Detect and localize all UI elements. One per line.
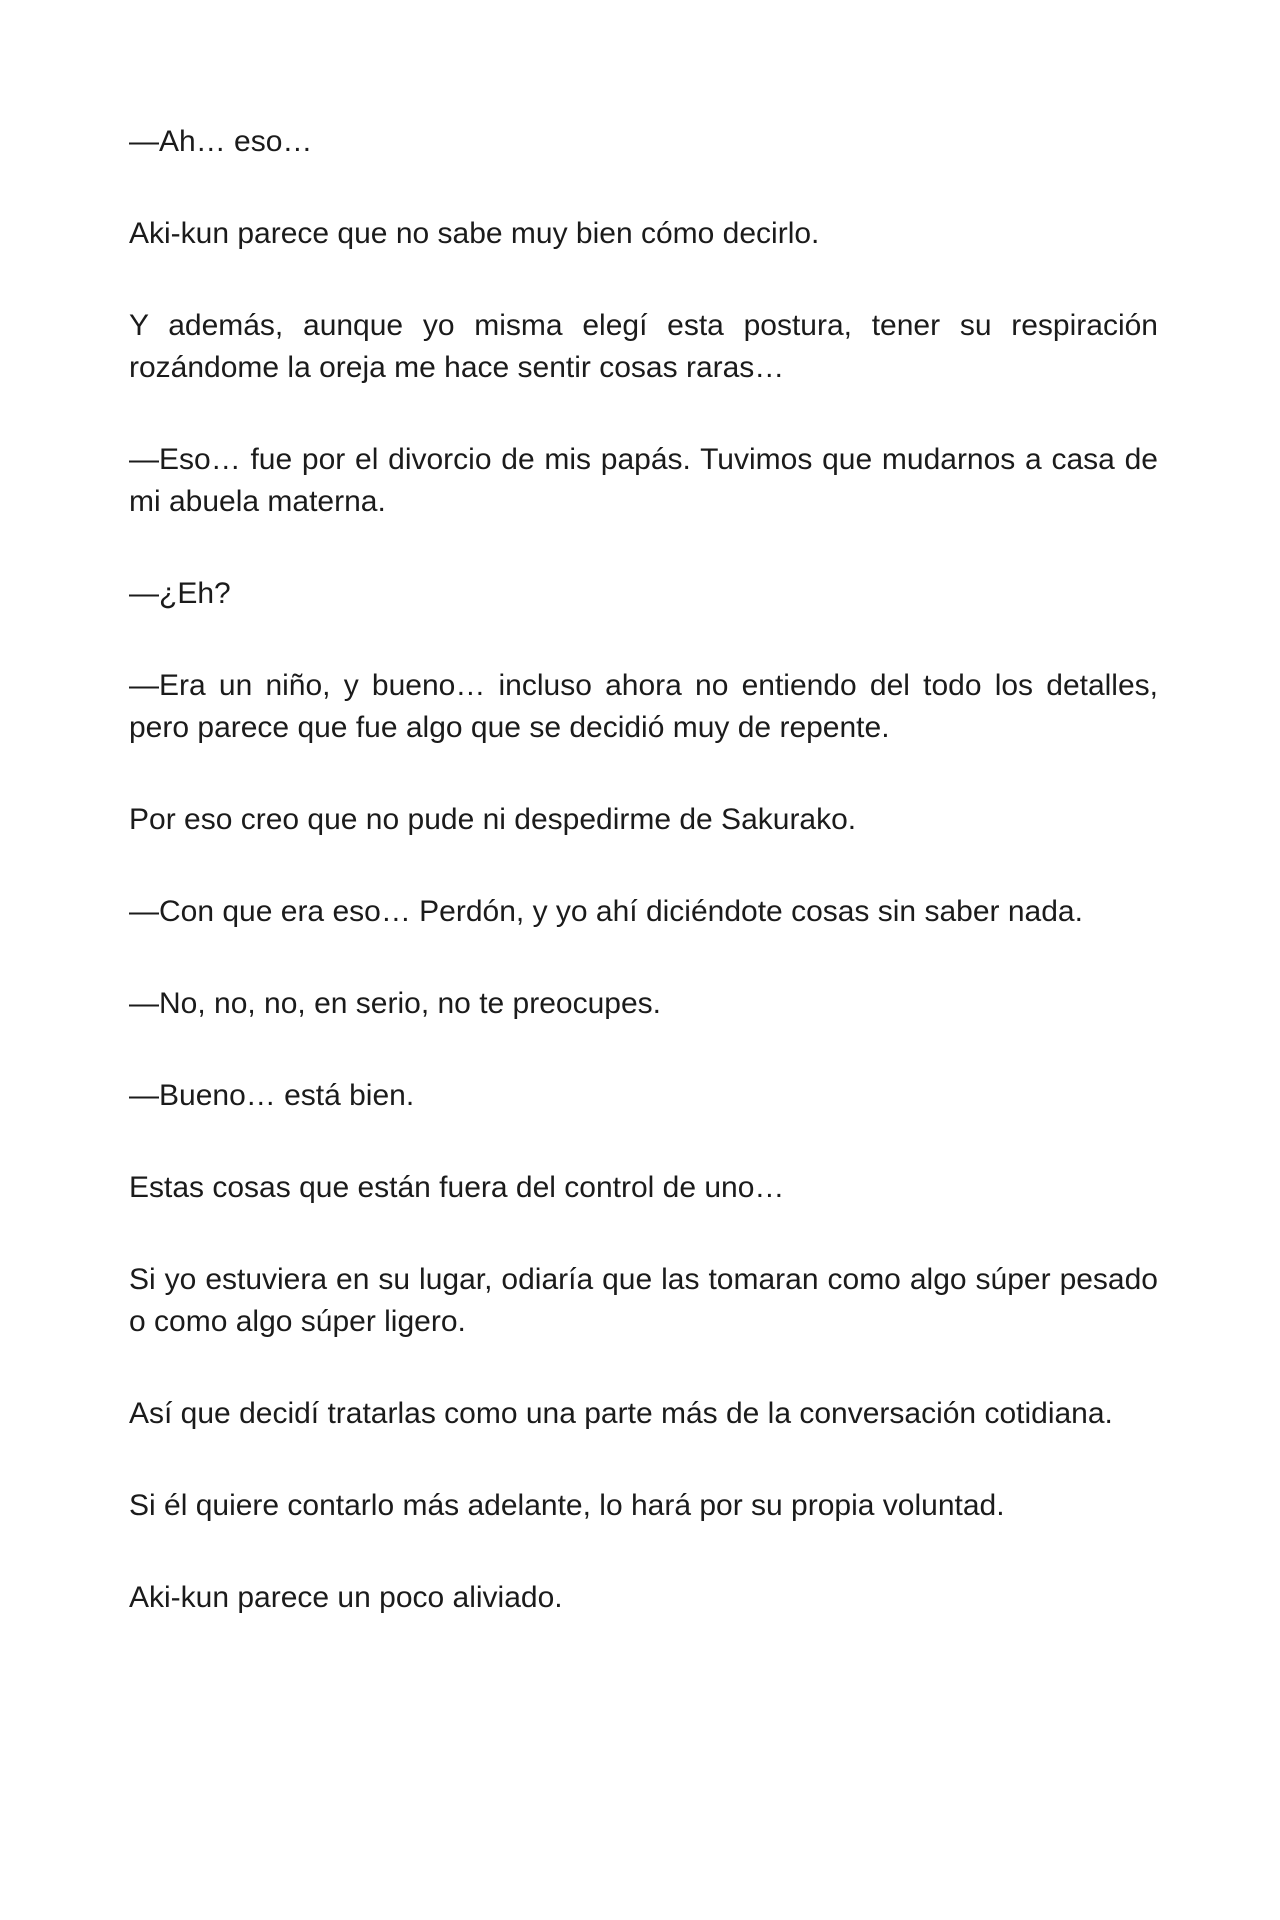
paragraph-dialogue: —Con que era eso… Perdón, y yo ahí diciéndote cosas sin saber nada.: [129, 895, 1083, 928]
paragraph-narration: Estas cosas que están fuera del control de uno…: [129, 1171, 785, 1204]
paragraph-dialogue: —Bueno… está bien.: [129, 1079, 415, 1112]
paragraph-narration: Aki-kun parece un poco aliviado.: [129, 1581, 563, 1614]
paragraph-narration: Si yo estuviera en su lugar, odiaría que las tomaran como algo súper pesado o como algo súper ligero.: [129, 1263, 1158, 1338]
paragraph-narration: Por eso creo que no pude ni despedirme de Sakurako.: [129, 803, 857, 836]
paragraph-dialogue: —Era un niño, y bueno… incluso ahora no entiendo del todo los detalles, pero parece que fue algo que se decidió muy de repente.: [129, 669, 1158, 744]
paragraph-dialogue: —No, no, no, en serio, no te preocupes.: [129, 987, 661, 1020]
paragraph-dialogue: —¿Eh?: [129, 577, 231, 610]
paragraph-narration: Así que decidí tratarlas como una parte más de la conversación cotidiana.: [129, 1397, 1113, 1430]
paragraph-dialogue: —Ah… eso…: [129, 125, 313, 158]
text-column: [129, 121, 1158, 1619]
paragraph-narration: Aki-kun parece que no sabe muy bien cómo decirlo.: [129, 217, 820, 250]
paragraph-narration: Si él quiere contarlo más adelante, lo hará por su propia voluntad.: [129, 1489, 1005, 1522]
paragraph-dialogue: —Eso… fue por el divorcio de mis papás. Tuvimos que mudarnos a casa de mi abuela materna.: [129, 443, 1158, 518]
paragraph-narration: Y además, aunque yo misma elegí esta postura, tener su respiración rozándome la oreja me hace sentir cosas raras…: [129, 309, 1158, 384]
